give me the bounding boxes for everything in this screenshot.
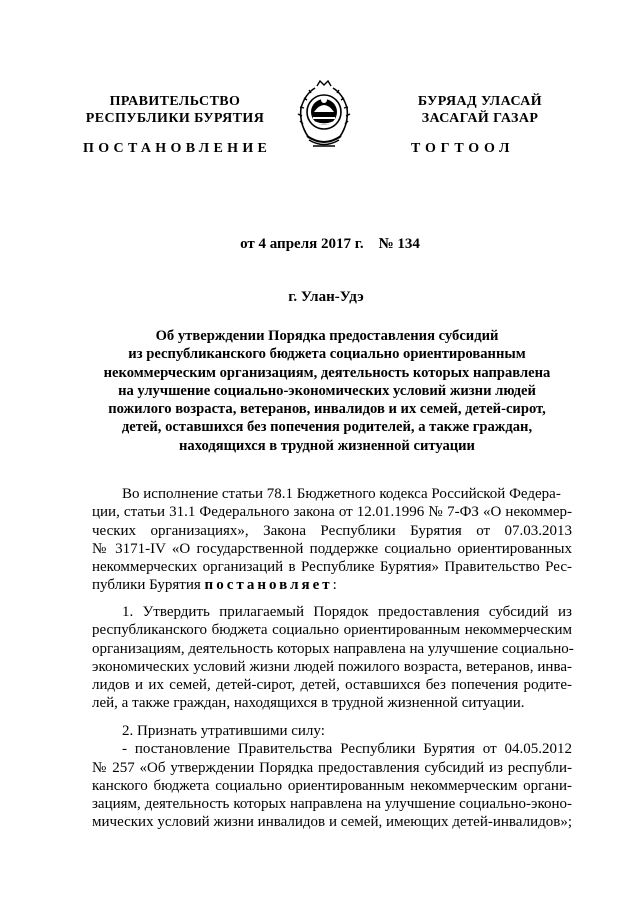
header-right-line-2: ЗАСАГАЙ ГАЗАР: [421, 111, 539, 126]
paragraph-line: Во исполнение статьи 78.1 Бюджетного кодекса Российской Федера-: [122, 486, 561, 502]
paragraph-line: республиканского бюджета социально ориентированным некоммерческим: [92, 622, 572, 639]
title-line: из республиканского бюджета социально ориентированным: [128, 346, 526, 363]
paragraph-line: лидов и их семей, детей-сирот, детей, оставшихся без попечения родите-: [92, 677, 572, 694]
paragraph-line: мических условий жизни инвалидов и семей, имеющих детей-инвалидов»;: [92, 814, 572, 831]
title-line: детей, оставшихся без попечения родителей, а также граждан,: [121, 419, 533, 436]
header-right-line-1: БУРЯАД УЛАСАЙ: [417, 94, 543, 109]
title-line: некоммерческим организациям, деятельность которых направлена: [103, 364, 551, 381]
header-left-block: [70, 93, 280, 127]
paragraph-line: зациям, деятельность которых направлена на улучшение социально-эконо-: [92, 796, 572, 813]
paragraph-line: канского бюджета социально ориентированным некоммерческим органи-: [92, 777, 572, 794]
paragraph-line: № 3171-IV «О государственной поддержке социально ориентированных: [92, 540, 572, 557]
header-right-block: [375, 93, 585, 127]
paragraph-line: некоммерческих организаций в Республике Бурятия» Правительство Рес-: [92, 559, 572, 576]
paragraph-line: 2. Признать утратившими силу:: [122, 723, 325, 739]
paragraph-line: [92, 576, 572, 594]
decree-city: г. Улан-Удэ: [288, 289, 364, 305]
preamble-last-suffix: :: [332, 577, 337, 594]
preamble-last-prefix: публики Бурятия: [92, 577, 205, 594]
resolves-word: постановляет: [204, 577, 333, 594]
preamble-paragraph: [92, 485, 572, 595]
paragraph-line: - постановление Правительства Республики Бурятия от 04.05.2012: [122, 741, 572, 758]
decree-title: [92, 327, 562, 455]
paragraph-line: экономических условий жизни людей пожилого возраста, ветеранов, инва-: [92, 658, 572, 675]
title-line: пожилого возраста, ветеранов, инвалидов и их семей, детей-сирот,: [108, 401, 546, 418]
title-line: на улучшение социально-экономических условий жизни людей: [118, 382, 536, 399]
item-2-paragraph: [92, 722, 572, 832]
title-line: Об утверждении Порядка предоставления субсидий: [155, 328, 499, 344]
paragraph-line: ческих организациях», Закона Республики Бурятия от 07.03.2013: [92, 522, 572, 539]
paragraph-line: ции, статьи 31.1 Федерального закона от 12.01.1996 № 7-ФЗ «О некоммер-: [92, 504, 572, 521]
title-line: находящихся в трудной жизненной ситуации: [179, 437, 475, 454]
paragraph-line: лей, а также граждан, находящихся в трудной жизненной ситуации.: [92, 695, 525, 712]
paragraph-line: организациям, деятельность которых направлена на улучшение социально-: [92, 640, 574, 657]
decree-date-number: от 4 апреля 2017 г. № 134: [240, 236, 420, 252]
header-left-line-1: ПРАВИТЕЛЬСТВО: [109, 94, 241, 109]
header-left-line-2: РЕСПУБЛИКИ БУРЯТИЯ: [85, 111, 265, 126]
paragraph-line: 1. Утвердить прилагаемый Порядок предоставления субсидий из: [122, 604, 572, 620]
item-1-paragraph: [92, 603, 572, 713]
paragraph-line: № 257 «Об утверждении Порядка предоставления субсидий из республи-: [92, 759, 572, 776]
decree-label-buryat: ТОГТООЛ: [411, 141, 515, 156]
decree-label-russian: ПОСТАНОВЛЕНИЕ: [83, 141, 272, 156]
coat-of-arms-emblem: [295, 78, 353, 152]
